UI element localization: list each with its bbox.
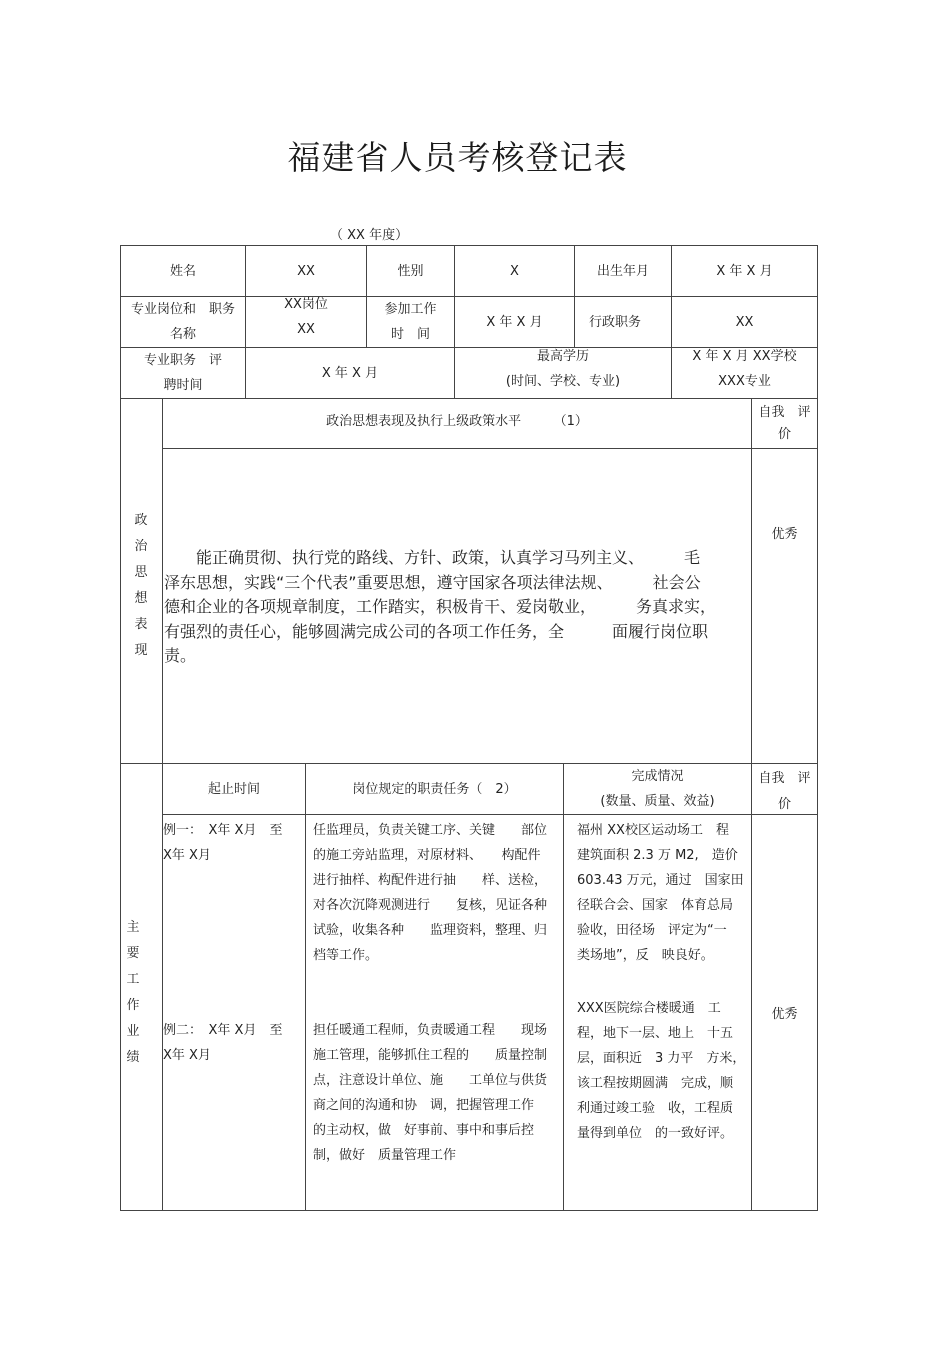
gender-label: 性别 xyxy=(397,263,424,279)
work-self-eval: 优秀 xyxy=(771,1006,798,1022)
duty-line: 点，注意设计单位、施 工单位与供货 xyxy=(313,1073,548,1088)
duty-line: 商之间的沟通和协 调，把握管理工作 xyxy=(313,1098,535,1113)
side-char: 想 xyxy=(134,591,148,606)
side-char: 绩 xyxy=(126,1050,140,1065)
self-eval-header-line2: 价 xyxy=(777,797,791,812)
result-line: 径联合会、国家 体育总局 xyxy=(577,898,734,913)
political-self-eval-header xyxy=(752,399,817,448)
name-label: 姓名 xyxy=(169,263,196,279)
example1-result xyxy=(577,818,751,968)
example2-duty xyxy=(313,1018,561,1168)
education-label-line2: (时间、学校、专业) xyxy=(505,374,621,389)
work-start-label-line1: 参加工作 xyxy=(384,302,437,317)
education-value-line2: XXX专业 xyxy=(718,374,771,389)
side-char: 政 xyxy=(134,513,148,528)
self-eval-header-line1: 自我 评 xyxy=(758,404,811,420)
side-char: 工 xyxy=(126,972,140,987)
duty-line: 的施工旁站监理，对原材料、 构配件 xyxy=(313,848,541,863)
title-time-value: X 年 X 月 xyxy=(321,365,379,381)
admin-label: 行政职务 xyxy=(588,314,641,330)
statement-line: 责。 xyxy=(164,646,197,665)
col-result-line2: (数量、质量、效益) xyxy=(600,794,715,809)
title-time-label xyxy=(121,348,245,398)
post-label-line1: 专业岗位和 职务 xyxy=(130,302,235,317)
col-period: 起止时间 xyxy=(207,781,260,797)
side-char: 表 xyxy=(134,617,148,632)
political-header: 政治思想表现及执行上级政策水平 （1） xyxy=(326,414,588,429)
example1-period xyxy=(163,818,305,868)
result-line: 该工程按期圆满 完成，顺 xyxy=(577,1076,734,1091)
col-result-line1: 完成情况 xyxy=(631,769,684,784)
result-line: 类场地”，反 映良好。 xyxy=(577,948,714,963)
education-value-line1: X 年 X 月 XX学校 xyxy=(692,349,797,364)
result-line: 程，地下一层、地上 十五 xyxy=(577,1026,734,1041)
gender-value: X xyxy=(510,263,519,279)
example1-duty xyxy=(313,818,561,968)
side-char: 现 xyxy=(134,643,148,658)
statement-line: 有强烈的责任心，能够圆满完成公司的各项工作任务，全 面履行岗位职 xyxy=(164,621,709,641)
result-line: 603.43 万元，通过 国家田 xyxy=(577,873,744,888)
political-statement xyxy=(164,546,749,669)
col-result xyxy=(564,764,751,814)
duty-line: 进行抽样、构配件进行抽 样、送检， xyxy=(313,873,548,888)
duty-line: 试验，收集各种 监理资料，整理、归 xyxy=(313,923,548,938)
side-char: 思 xyxy=(134,565,148,580)
post-label-line2: 名称 xyxy=(169,327,196,342)
self-eval-header-line1: 自我 评 xyxy=(758,771,811,786)
duty-line: 制，做好 质量管理工作 xyxy=(313,1148,457,1163)
title-time-label-line1: 专业职务 评 xyxy=(143,353,222,368)
name-value: XX xyxy=(297,263,315,279)
birth-value: X 年 X 月 xyxy=(716,263,773,279)
post-label xyxy=(121,297,245,347)
political-side-label xyxy=(131,508,151,664)
result-line: 量得到单位 的一致好评。 xyxy=(577,1126,734,1141)
admin-value: XX xyxy=(735,314,754,330)
work-side-label xyxy=(123,915,143,1071)
duty-line: 担任暖通工程师，负责暖通工程 现场 xyxy=(313,1023,548,1038)
post-value-line1: XX岗位 xyxy=(284,297,328,312)
education-value xyxy=(672,344,817,394)
work-start-label xyxy=(367,297,454,347)
work-start-value: X 年 X 月 xyxy=(486,314,543,330)
result-line: 建筑面积 2.3 万 M2, 造价 xyxy=(577,848,738,863)
side-char: 主 xyxy=(126,920,140,935)
year-label: （ XX 年度） xyxy=(330,228,409,243)
page-title: 福建省人员考核登记表 xyxy=(287,138,628,177)
education-label xyxy=(455,344,671,394)
result-line: 层，面积近 3 力平 方米， xyxy=(577,1051,746,1066)
side-char: 业 xyxy=(126,1024,140,1039)
duty-line: 对各次沉降观测进行 复核，见证各种 xyxy=(313,898,548,913)
period-line: 例二： X年 X月 至 xyxy=(163,1023,283,1038)
result-line: 验收，田径场 评定为“一 xyxy=(577,923,727,938)
side-char: 作 xyxy=(126,998,140,1013)
example2-period xyxy=(163,1018,305,1068)
result-line: 利通过竣工验 收，工程质 xyxy=(577,1101,734,1116)
example2-result xyxy=(577,996,751,1146)
political-self-eval: 优秀 xyxy=(771,526,798,542)
duty-line: 施工管理，能够抓住工程的 质量控制 xyxy=(313,1048,548,1063)
col-duty: 岗位规定的职责任务（ 2） xyxy=(352,781,517,797)
education-label-line1: 最高学历 xyxy=(536,349,589,364)
statement-line: 德和企业的各项规章制度，工作踏实，积极肯干、爱岗敬业， 务真求实， xyxy=(164,597,717,616)
side-char: 要 xyxy=(126,946,140,961)
statement-line: 能正确贯彻、执行党的路线、方针、政策，认真学习马列主义、 毛 xyxy=(164,548,701,567)
side-char: 治 xyxy=(134,539,148,554)
period-line: X年 X月 xyxy=(163,1048,211,1063)
post-value-line2: XX xyxy=(297,322,315,337)
period-line: X年 X月 xyxy=(163,848,211,863)
duty-line: 任监理员，负责关键工序、关键 部位 xyxy=(313,823,548,838)
post-value xyxy=(246,292,366,342)
result-line: 福州 XX校区运动场工 程 xyxy=(577,823,729,838)
work-start-label-line2: 时 间 xyxy=(390,327,430,342)
duty-line: 档等工作。 xyxy=(313,948,379,963)
birth-label: 出生年月 xyxy=(596,263,649,279)
result-line: XXX医院综合楼暖通 工 xyxy=(577,1001,721,1016)
duty-line: 的主动权，做 好事前、事中和事后控 xyxy=(313,1123,535,1138)
self-eval-header-line2: 价 xyxy=(777,426,791,442)
work-self-eval-header xyxy=(752,764,817,820)
title-time-label-line2: 聘时间 xyxy=(163,378,203,393)
period-line: 例一： X年 X月 至 xyxy=(163,823,283,838)
statement-line: 泽东思想，实践“三个代表”重要思想，遵守国家各项法律法规、 社会公 xyxy=(164,572,701,592)
